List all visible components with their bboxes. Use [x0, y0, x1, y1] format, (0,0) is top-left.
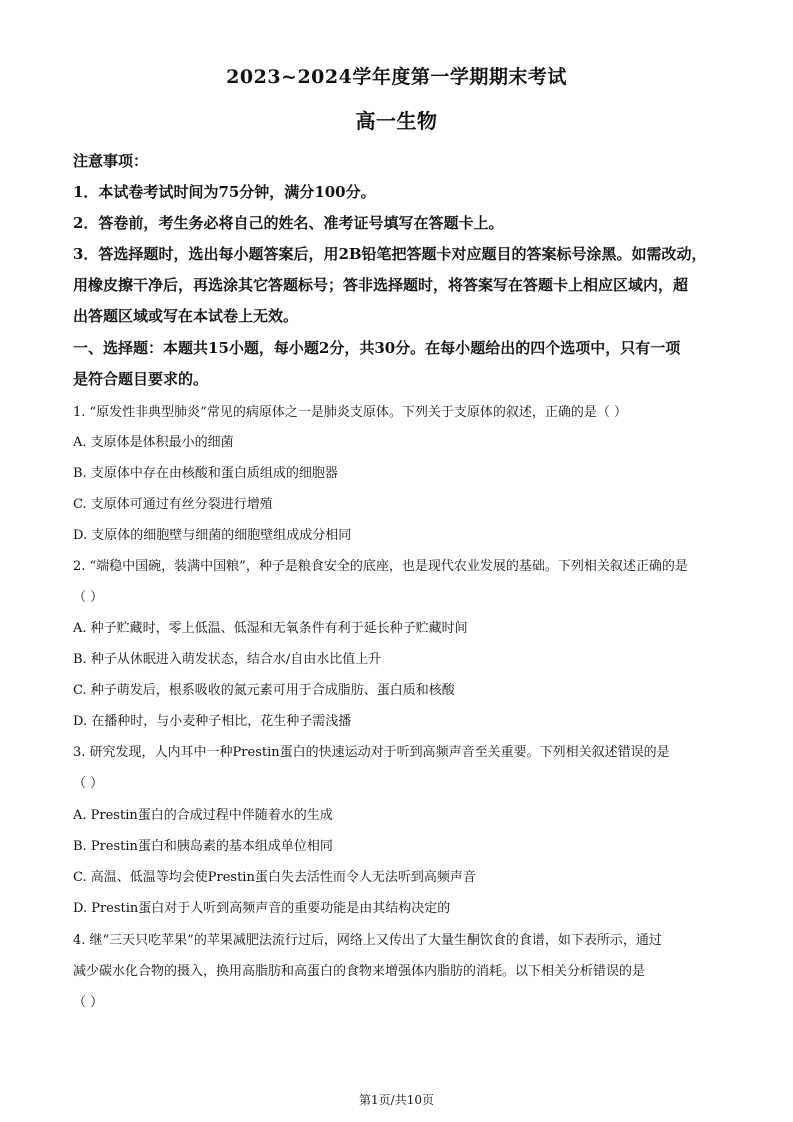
question-2-stem-cont: （ ） — [73, 590, 104, 605]
section-heading-cont: 是符合题目要求的。 — [73, 370, 209, 388]
question-3-option-b: B. Prestin蛋白和胰岛素的基本组成单位相同 — [73, 839, 333, 854]
question-3-option-c: C. 高温、低温等均会使Prestin蛋白失去活性而令人无法听到高频声音 — [73, 870, 476, 885]
question-1-option-c: C. 支原体可通过有丝分裂进行增殖 — [73, 497, 273, 512]
question-3-option-a: A. Prestin蛋白的合成过程中伴随着水的生成 — [73, 808, 333, 823]
section-heading: 一、选择题：本题共15小题，每小题2分，共30分。在每小题给出的四个选项中，只有一项 — [73, 339, 681, 357]
note-item: 2．答卷前，考生务必将自己的姓名、准考证号填写在答题卡上。 — [73, 214, 504, 232]
note-item: 出答题区域或写在本试卷上无效。 — [73, 307, 299, 325]
question-2-option-a: A. 种子贮藏时，零上低温、低湿和无氧条件有利于延长种子贮藏时间 — [73, 621, 468, 636]
page-number: 第1页/共10页 — [359, 1093, 434, 1107]
question-4-stem: 4. 继“三天只吃苹果”的苹果减肥法流行过后，网络上又传出了大量生酮饮食的食谱，如下表所示，通过 — [73, 933, 662, 948]
question-2-option-b: B. 种子从休眠进入萌发状态，结合水/自由水比值上升 — [73, 652, 382, 667]
question-1-option-d: D. 支原体的细胞壁与细菌的细胞壁组成成分相同 — [73, 528, 352, 543]
question-1-option-a: A. 支原体是体积最小的细菌 — [73, 435, 234, 450]
question-3-stem-cont: （ ） — [73, 776, 104, 791]
notes-heading: 注意事项： — [73, 152, 149, 170]
note-item: 3．答选择题时，选出每小题答案后，用2B铅笔把答题卡对应题目的答案标号涂黑。如需改动， — [73, 245, 707, 263]
question-2-option-d: D. 在播种时，与小麦种子相比，花生种子需浅播 — [73, 714, 352, 729]
question-2-option-c: C. 种子萌发后，根系吸收的氮元素可用于合成脂肪、蛋白质和核酸 — [73, 683, 455, 698]
note-item: 用橡皮擦干净后，再选涂其它答题标号；答非选择题时，将答案写在答题卡上相应区域内，超 — [73, 276, 689, 294]
question-2-stem: 2. “端稳中国碗，装满中国粮”，种子是粮食安全的底座，也是现代农业发展的基础。下列相关叙述正确的是 — [73, 559, 688, 574]
question-1-option-b: B. 支原体中存在由核酸和蛋白质组成的细胞器 — [73, 466, 338, 481]
exam-title: 2023~2024学年度第一学期期末考试 — [226, 66, 567, 88]
subject-title: 高一生物 — [355, 109, 438, 133]
question-4-stem-cont: 减少碳水化合物的摄入，换用高脂肪和高蛋白的食物来增强体内脂肪的消耗。以下相关分析错误的是 — [73, 964, 646, 979]
question-4-stem-cont: （ ） — [73, 995, 104, 1010]
question-1-stem: 1. “原发性非典型肺炎”常见的病原体之一是肺炎支原体。下列关于支原体的叙述，正确的是（ ） — [73, 405, 627, 420]
note-item: 1．本试卷考试时间为75分钟，满分100分。 — [73, 183, 376, 201]
question-3-stem: 3. 研究发现，人内耳中一种Prestin蛋白的快速运动对于听到高频声音至关重要。下列相关叙述错误的是 — [73, 745, 670, 760]
question-3-option-d: D. Prestin蛋白对于人听到高频声音的重要功能是由其结构决定的 — [73, 901, 451, 916]
